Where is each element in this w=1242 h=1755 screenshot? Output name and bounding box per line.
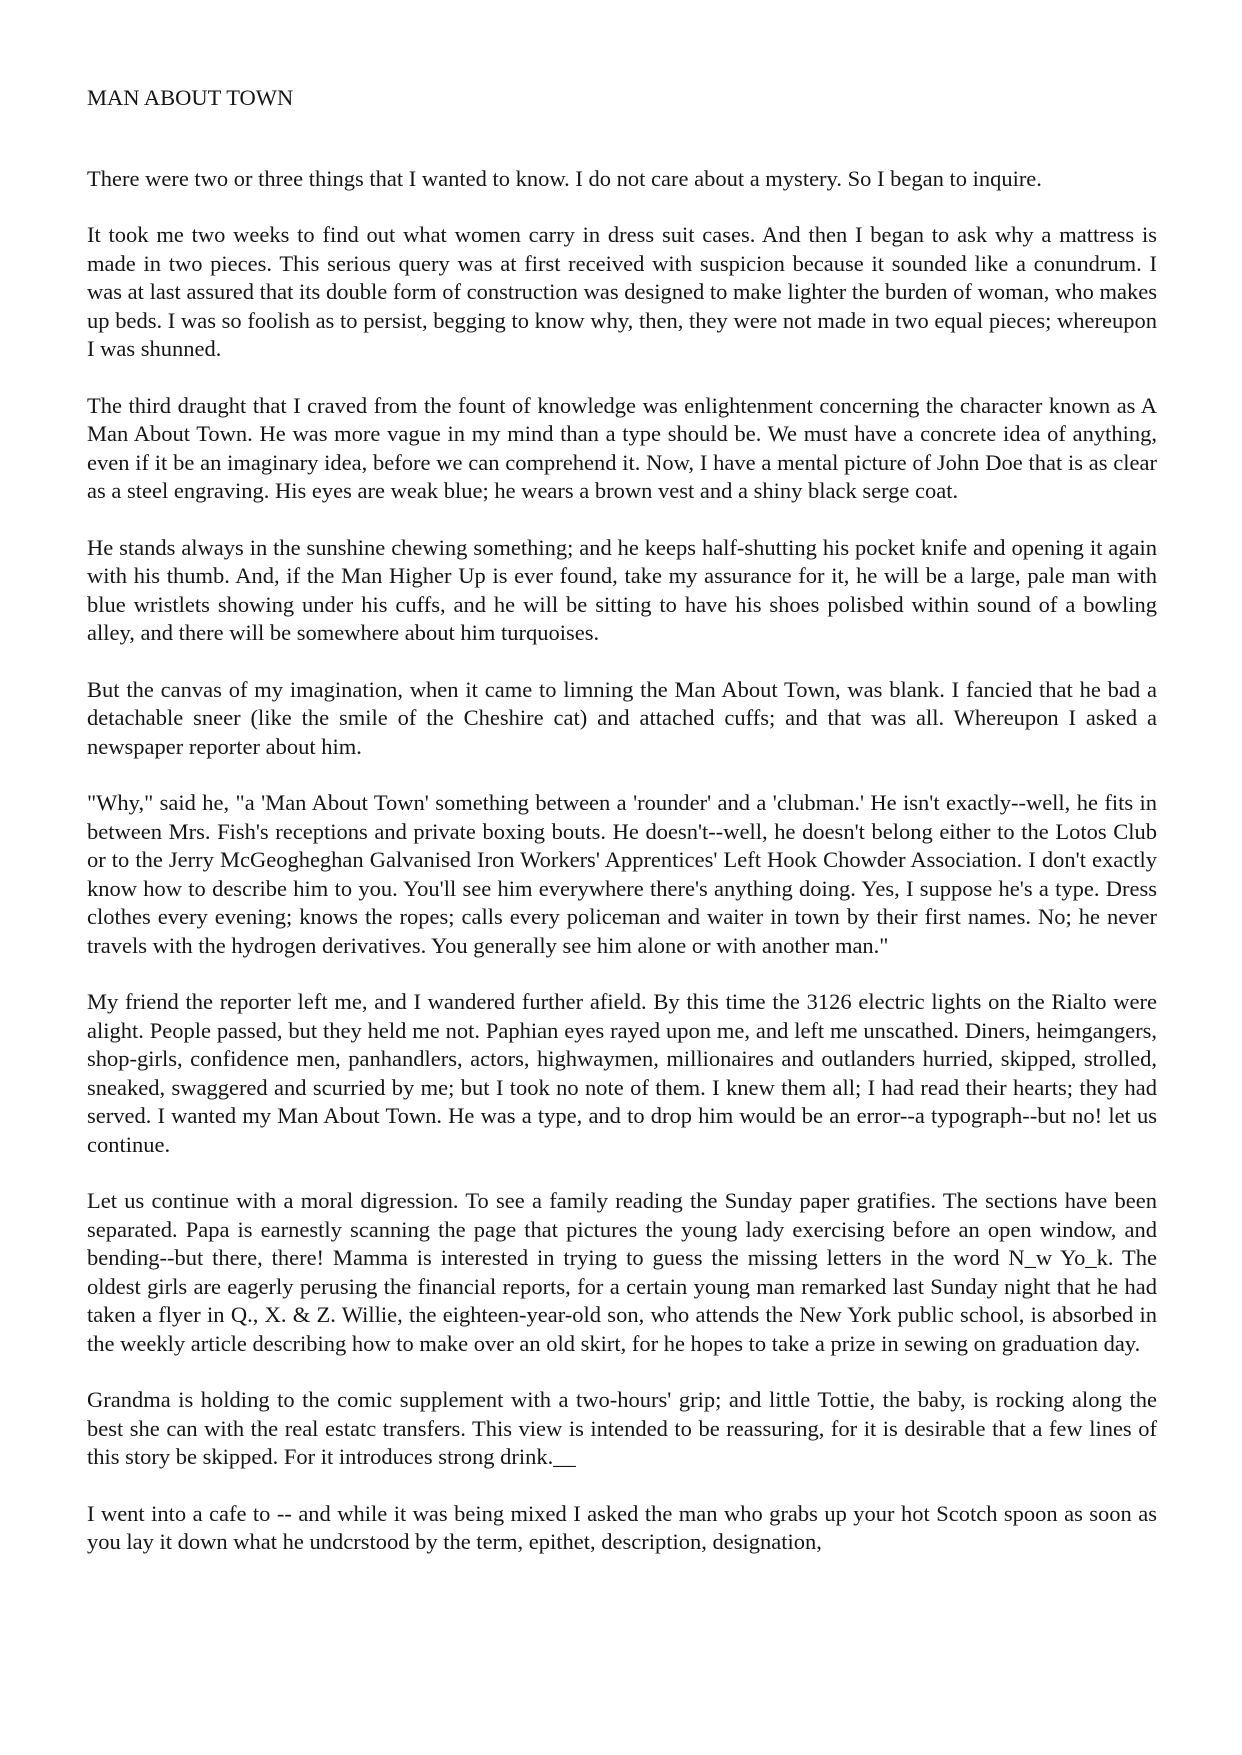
paragraph-9: Grandma is holding to the comic supplement with a two-hours' grip; and little Tottie, the baby, is rocking along the best she can with the real estatc transfers. This view is intended to be reassuring, for it is desirable that a few lines of this story be skipped. For it introduces strong drink.__ xyxy=(87,1387,1157,1469)
paragraph-7: My friend the reporter left me, and I wandered further afield. By this time the 3126 electric lights on the Rialto were alight. People passed, but they held me not. Paphian eyes rayed upon me, and left me unscathed. Diners, heimgangers, shop-girls, confidence men, panhandlers, actors, highwaymen, millionaires and outlanders hurried, skipped, strolled, sneaked, swaggered and scurried by me; but I took no note of them. I knew them all; I had read their hearts; they had served. I wanted my Man About Town. He was a type, and to drop him would be an error--a typograph--but no! let us continue. xyxy=(87,989,1157,1157)
paragraph-1: There were two or three things that I wanted to know. I do not care about a mystery. So I began to inquire. xyxy=(87,165,1042,191)
document-page xyxy=(87,84,1157,1585)
paragraph-10: I went into a cafe to -- and while it was being mixed I asked the man who grabs up your hot Scotch spoon as soon as you lay it down what he undcrstood by the term, epithet, description, designation, xyxy=(87,1500,1157,1554)
paragraph-8: Let us continue with a moral digression. To see a family reading the Sunday paper gratifies. The sections have been separated. Papa is earnestly scanning the page that pictures the young lady exercising before an open window, and bending--but there, there! Mamma is interested in trying to guess the missing letters in the word N_w Yo_k. The oldest girls are eagerly perusing the financial reports, for a certain young man remarked last Sunday night that he had taken a flyer in Q., X. & Z. Willie, the eighteen-year-old son, who attends the New York public school, is absorbed in the weekly article describing how to make over an old skirt, for he hopes to take a prize in sewing on graduation day. xyxy=(87,1188,1157,1356)
paragraph-3: The third draught that I craved from the fount of knowledge was enlightenment concerning the character known as A Man About Town. He was more vague in my mind than a type should be. We must have a concrete idea of anything, even if it be an imaginary idea, before we can comprehend it. Now, I have a mental picture of John Doe that is as clear as a steel engraving. His eyes are weak blue; he wears a brown vest and a shiny black serge coat. xyxy=(87,392,1157,503)
paragraph-5: But the canvas of my imagination, when it came to limning the Man About Town, was blank. I fancied that he bad a detachable sneer (like the smile of the Cheshire cat) and attached cuffs; and that was all. Whereupon I asked a newspaper reporter about him. xyxy=(87,676,1157,759)
paragraph-2: It took me two weeks to find out what women carry in dress suit cases. And then I began to ask why a mattress is made in two pieces. This serious query was at first received with suspicion because it sounded like a conundrum. I was at last assured that its double form of construction was designed to make lighter the burden of woman, who makes up beds. I was so foolish as to persist, begging to know why, then, they were not made in two equal pieces; whereupon I was shunned. xyxy=(87,222,1157,361)
document-title: MAN ABOUT TOWN xyxy=(87,85,294,110)
paragraph-4: He stands always in the sunshine chewing something; and he keeps half-shutting his pocket knife and opening it again with his thumb. And, if the Man Higher Up is ever found, take my assurance for it, he will be a large, pale man with blue wristlets showing under his cuffs, and he will be sitting to have his shoes polisbed within sound of a bowling alley, and there will be somewhere about him turquoises. xyxy=(87,534,1157,645)
paragraph-6: "Why," said he, "a 'Man About Town' something between a 'rounder' and a 'clubman.' He isn't exactly--well, he fits in between Mrs. Fish's receptions and private boxing bouts. He doesn't--well, he doesn't belong either to the Lotos Club or to the Jerry McGeogheghan Galvanised Iron Workers' Apprentices' Left Hook Chowder Association. I don't exactly know how to describe him to you. You'll see him everywhere there's anything doing. Yes, I suppose he's a type. Dress clothes every evening; knows the ropes; calls every policeman and waiter in town by their first names. No; he never travels with the hydrogen derivatives. You generally see him alone or with another man." xyxy=(87,790,1157,958)
